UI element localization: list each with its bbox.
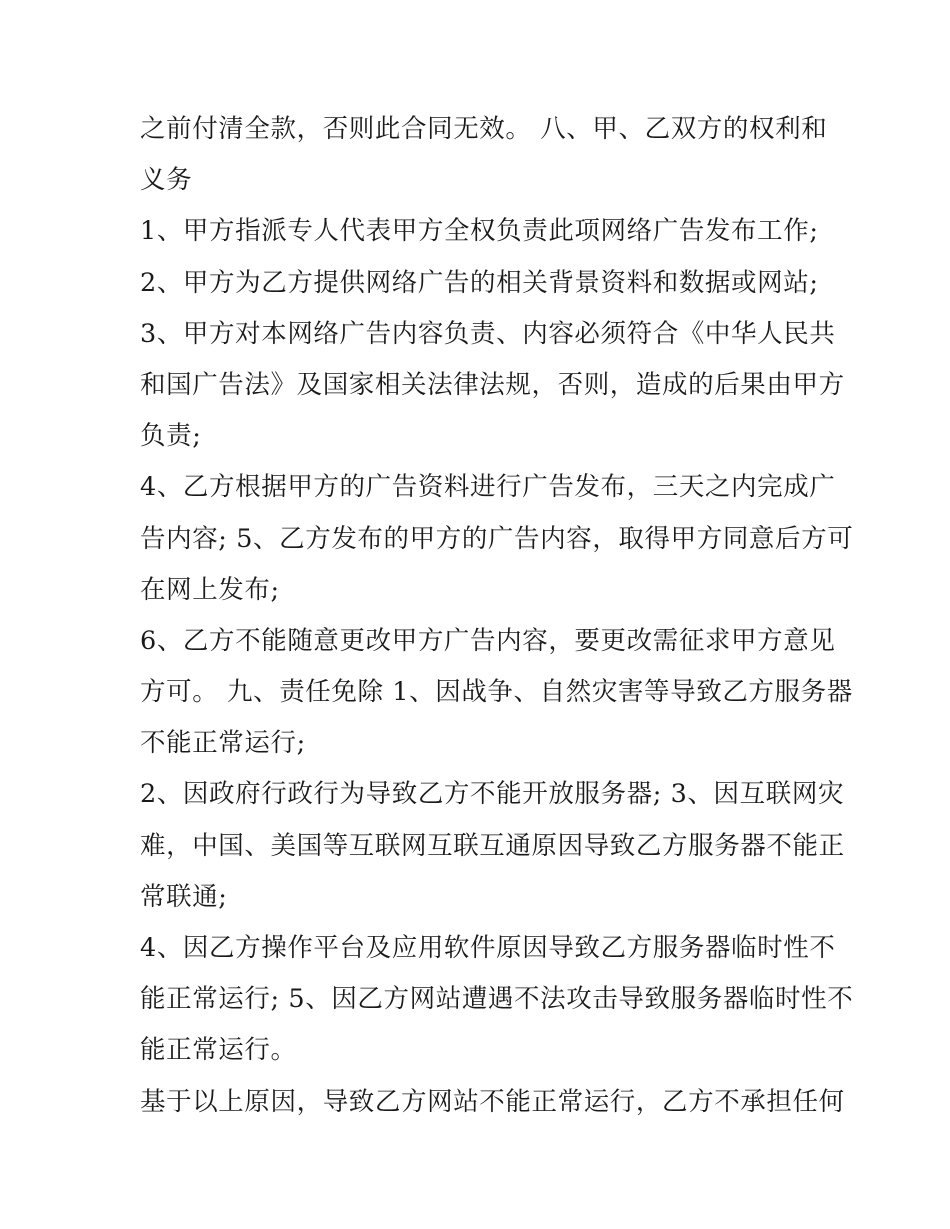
paragraph-party-a-item-2: [140, 258, 820, 309]
text-line: 方可。 九、责任免除 1、因战争、自然灾害等导致乙方服务器: [140, 677, 853, 708]
text-line: 2、甲方为乙方提供网络广告的相关背景资料和数据或网站;: [140, 267, 819, 298]
text-line: 4、因乙方操作平台及应用软件原因导致乙方服务器临时性不: [140, 933, 836, 963]
text-line: 4、乙方根据甲方的广告资料进行广告发布，三天之内完成广: [140, 472, 836, 503]
text-line: 3、甲方对本网络广告内容负责、内容必须符合《中华人民共: [140, 318, 836, 349]
text-line: 告内容; 5、乙方发布的甲方的广告内容，取得甲方同意后方可: [140, 523, 854, 554]
text-line: 能正常运行; 5、因乙方网站遭遇不法攻击导致服务器临时性不: [140, 984, 854, 1015]
text-line: 负责;: [140, 421, 202, 452]
paragraph-exemption-items-2-3: [140, 769, 845, 923]
text-line: 不能正常运行;: [140, 728, 306, 759]
document-body: [140, 104, 854, 1128]
text-line: 1、甲方指派专人代表甲方全权负责此项网络广告发布工作;: [140, 216, 819, 247]
text-line: 在网上发布;: [140, 574, 280, 605]
text-line: 和国广告法》及国家相关法律法规，否则，造成的后果由甲方: [140, 369, 845, 400]
text-line: 2、因政府行政行为导致乙方不能开放服务器; 3、因互联网灾: [140, 779, 845, 810]
text-line: 常联通;: [140, 881, 228, 912]
paragraph-liability-conclusion: [140, 1077, 845, 1128]
text-line: 难，中国、美国等互联网互联互通原因导致乙方服务器不能正: [140, 830, 845, 861]
paragraph-party-a-item-1: [140, 206, 820, 257]
paragraph-party-b-items-4-5: [140, 462, 854, 616]
text-line: 义务: [140, 165, 193, 196]
text-line: 6、乙方不能随意更改甲方广告内容，要更改需征求甲方意见: [140, 625, 836, 656]
paragraph-party-b-item-6-and-exemption: [140, 616, 853, 770]
text-line: 之前付清全款，否则此合同无效。 八、甲、乙双方的权利和: [140, 114, 828, 144]
text-line: 能正常运行。: [140, 1035, 297, 1066]
paragraph-exemption-items-4-5: [140, 923, 854, 1077]
paragraph-payment-and-rights-heading: [140, 104, 828, 206]
text-line: 基于以上原因，导致乙方网站不能正常运行，乙方不承担任何: [140, 1086, 845, 1117]
paragraph-party-a-item-3: [140, 309, 845, 463]
